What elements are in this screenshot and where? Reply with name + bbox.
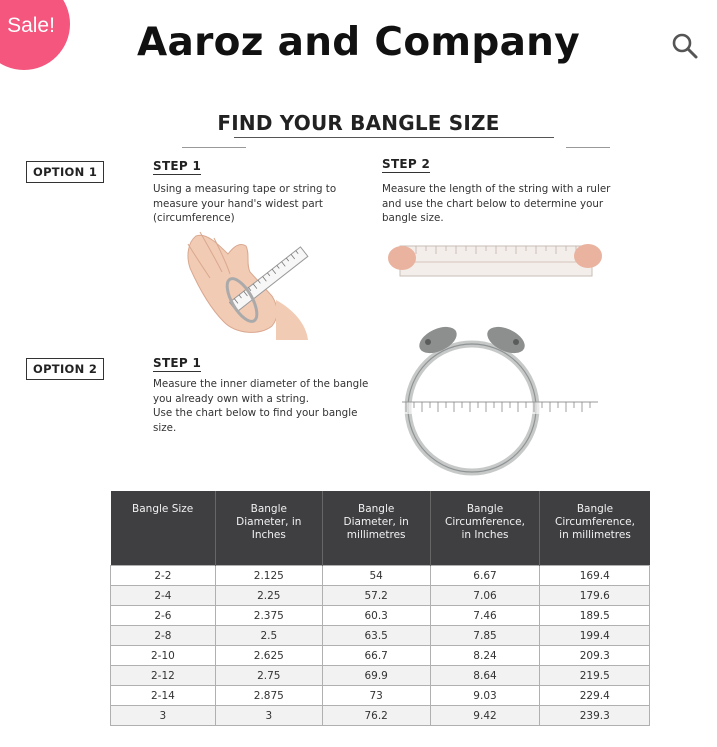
table-row [111,706,650,726]
table-cell: 219.5 [540,666,650,686]
ruler-measuring-image [386,232,604,288]
divider-left [182,147,246,148]
table-row [111,606,650,626]
table-cell: 2.125 [215,566,322,586]
table-cell: 6.67 [430,566,540,586]
table-cell: 199.4 [540,626,650,646]
table-row [111,626,650,646]
column-header: Bangle Circumference, in millimetres [540,491,650,566]
table-cell: 2-10 [111,646,216,666]
column-header: Bangle Circumference, in Inches [430,491,540,566]
option-2-step-1-text: Measure the inner diameter of the bangle you already own with a string. Use the chart below to find your bangle size. [153,378,369,434]
bangle-size-table [110,491,650,726]
option-1-step-2-text: Measure the length of the string with a ruler and use the chart below to determine your bangle size. [382,183,611,224]
option-2-label: OPTION 2 [26,358,104,380]
hand-measuring-image [176,224,316,340]
table-cell: 179.6 [540,586,650,606]
divider-right [566,147,610,148]
sale-badge-label: Sale! [7,14,55,37]
table-cell: 2-8 [111,626,216,646]
table-cell: 229.4 [540,686,650,706]
table-cell: 209.3 [540,646,650,666]
table-cell: 2.875 [215,686,322,706]
table-cell: 2-12 [111,666,216,686]
table-cell: 3 [215,706,322,726]
search-button[interactable] [670,31,700,61]
table-cell: 8.24 [430,646,540,666]
table-cell: 2.75 [215,666,322,686]
table-cell: 7.06 [430,586,540,606]
table-row [111,646,650,666]
guide-title: FIND YOUR BANGLE SIZE [217,111,500,135]
table-cell: 189.5 [540,606,650,626]
table-cell: 66.7 [322,646,430,666]
table-row [111,686,650,706]
table-cell: 2-2 [111,566,216,586]
table-row [111,666,650,686]
table-cell: 2-6 [111,606,216,626]
table-row [111,586,650,606]
table-cell: 8.64 [430,666,540,686]
table-cell: 2.375 [215,606,322,626]
bangle-measuring-image [396,316,602,480]
table-cell: 3 [111,706,216,726]
table-header-row [111,491,650,566]
table-cell: 54 [322,566,430,586]
option-1-step-1-text: Using a measuring tape or string to measure your hand's widest part (circumference) [153,183,337,224]
option-1-step-1-title: STEP 1 [153,159,202,173]
table-cell: 7.46 [430,606,540,626]
table-cell: 7.85 [430,626,540,646]
column-header: Bangle Size [111,491,216,566]
column-header: Bangle Diameter, in Inches [215,491,322,566]
table-cell: 57.2 [322,586,430,606]
table-cell: 73 [322,686,430,706]
table-cell: 69.9 [322,666,430,686]
store-title[interactable]: Aaroz and Company [137,20,580,65]
guide-title-underline [234,137,554,138]
option-1-label: OPTION 1 [26,161,104,183]
option-1-step-2-title: STEP 2 [382,157,431,171]
table-cell: 9.03 [430,686,540,706]
table-cell: 2.25 [215,586,322,606]
table-cell: 2.5 [215,626,322,646]
table-cell: 2.625 [215,646,322,666]
table-cell: 239.3 [540,706,650,726]
table-cell: 169.4 [540,566,650,586]
table-cell: 63.5 [322,626,430,646]
table-cell: 2-14 [111,686,216,706]
column-header: Bangle Diameter, in millimetres [322,491,430,566]
table-cell: 9.42 [430,706,540,726]
table-cell: 60.3 [322,606,430,626]
table-row [111,566,650,586]
search-icon [670,31,700,61]
option-2-step-1-title: STEP 1 [153,356,202,370]
table-cell: 2-4 [111,586,216,606]
table-cell: 76.2 [322,706,430,726]
